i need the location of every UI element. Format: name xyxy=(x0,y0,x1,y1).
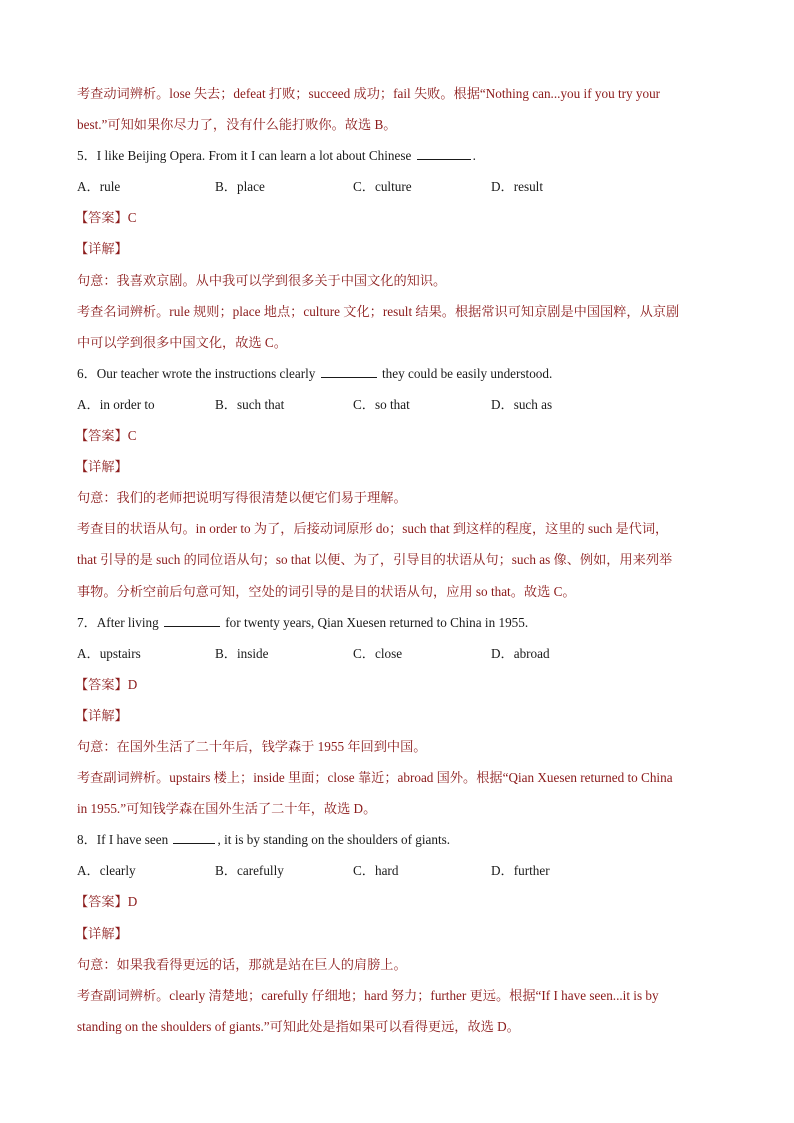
option-c: C．close xyxy=(353,645,403,661)
answer-label: 【答案】D xyxy=(75,894,138,910)
option-c: C．culture xyxy=(353,179,412,195)
option-c: C．so that xyxy=(353,396,410,412)
options-row xyxy=(77,638,714,669)
question-stem xyxy=(77,607,714,638)
question-stem xyxy=(77,140,714,171)
detail-label: 【详解】 xyxy=(75,241,128,257)
stem-text: 7．After living xyxy=(77,614,159,630)
explanation-line: 句意：如果我看得更远的话，那就是站在巨人的肩膀上。 xyxy=(77,956,407,972)
stem-text: for twenty years, Qian Xuesen returned to China in 1955. xyxy=(225,614,529,630)
explanation-line: 句意：我们的老师把说明写得很清楚以便它们易于理解。 xyxy=(77,490,407,506)
answer-label: 【答案】C xyxy=(75,210,137,226)
option-d: D．result xyxy=(491,179,544,195)
answer-label: 【答案】C xyxy=(75,428,137,444)
detail-label: 【详解】 xyxy=(75,925,128,941)
stem-text: 6．Our teacher wrote the instructions clearly xyxy=(77,365,316,381)
option-d: D．further xyxy=(491,863,550,879)
intro-explanation xyxy=(77,78,714,140)
explanation-line: best.”可知如果你尽力了，没有什么能打败你。故选 B。 xyxy=(77,117,397,133)
explanation-line: 考查目的状语从句。in order to 为了，后接动词原形 do；such that 到这样的程度，这里的 such 是代词， xyxy=(77,521,669,537)
explanation-line: 句意：在国外生活了二十年后，钱学森于 1955 年回到中国。 xyxy=(77,738,427,754)
explanation-line: 句意：我喜欢京剧。从中我可以学到很多关于中国文化的知识。 xyxy=(77,272,447,288)
option-d: D．such as xyxy=(491,396,553,412)
option-a: A．upstairs xyxy=(77,645,141,661)
stem-text: they could be easily understood. xyxy=(381,365,553,381)
option-c: C．hard xyxy=(353,863,399,879)
explanation-line: 考查副词辨析。upstairs 楼上；inside 里面；close 靠近；abroad 国外。根据“Qian Xuesen returned to China xyxy=(77,770,673,786)
stem-text: , it is by standing on the shoulders of giants. xyxy=(217,832,451,848)
explanation-line: that 引导的是 such 的同位语从句；so that 以便、为了，引导目的状语从句；such as 像、例如，用来列举 xyxy=(77,552,673,568)
options-row xyxy=(77,389,714,420)
question-stem xyxy=(77,358,714,389)
option-a: A．rule xyxy=(77,179,121,195)
stem-text: . xyxy=(472,148,476,164)
explanation-line: 考查副词辨析。clearly 清楚地；carefully 仔细地；hard 努力；further 更远。根据“If I have seen...it is by xyxy=(77,987,659,1003)
explanation-line: 考查动词辨析。lose 失去；defeat 打败；succeed 成功；fail 失败。根据“Nothing can...you if you try your xyxy=(77,86,661,101)
explanation-line: 考查名词辨析。rule 规则；place 地点；culture 文化；result 结果。根据常识可知京剧是中国国粹，从京剧 xyxy=(77,303,680,319)
explanation-line: standing on the shoulders of giants.”可知此处是指如果可以看得更远，故选 D。 xyxy=(77,1018,520,1034)
question-5 xyxy=(77,140,714,358)
detail-label: 【详解】 xyxy=(75,459,128,475)
options-row xyxy=(77,855,714,886)
question-7 xyxy=(77,607,714,825)
answer-blank xyxy=(417,147,471,160)
stem-text: 8．If I have seen xyxy=(77,832,169,848)
explanation-line: 中可以学到很多中国文化，故选 C。 xyxy=(77,334,287,350)
option-a: A．clearly xyxy=(77,863,136,879)
option-a: A．in order to xyxy=(77,396,155,412)
question-6 xyxy=(77,358,714,607)
option-b: B．place xyxy=(215,179,265,195)
answer-blank xyxy=(173,831,215,844)
stem-text: 5．I like Beijing Opera. From it I can learn a lot about Chinese xyxy=(77,148,412,164)
answer-blank xyxy=(164,614,220,627)
question-8 xyxy=(77,824,714,1042)
detail-label: 【详解】 xyxy=(75,707,128,723)
option-b: B．such that xyxy=(215,396,285,412)
options-row xyxy=(77,171,714,202)
explanation-line: 事物。分析空前后句意可知，空处的词引导的是目的状语从句，应用 so that。故选 C。 xyxy=(77,583,576,599)
answer-blank xyxy=(321,365,377,378)
option-d: D．abroad xyxy=(491,645,550,661)
option-b: B．carefully xyxy=(215,863,284,879)
answer-label: 【答案】D xyxy=(75,676,138,692)
explanation-line: in 1955.”可知钱学森在国外生活了二十年，故选 D。 xyxy=(77,801,377,817)
option-b: B．inside xyxy=(215,645,269,661)
question-stem xyxy=(77,824,714,855)
